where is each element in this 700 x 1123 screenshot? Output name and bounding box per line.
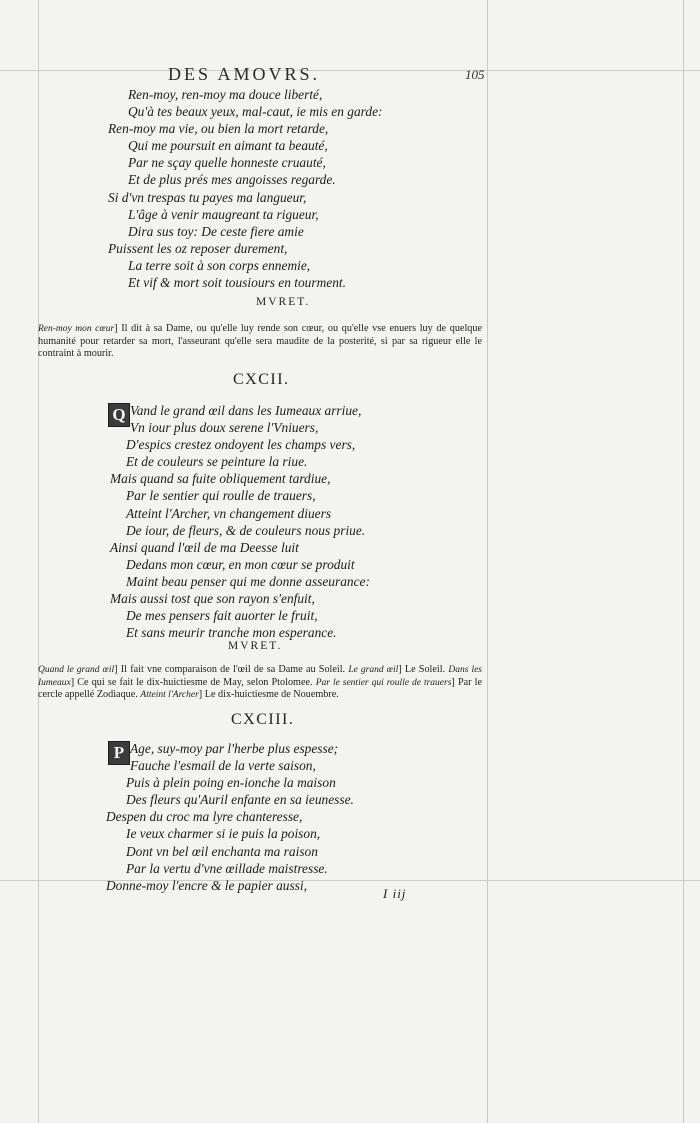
verse-line: Dont vn bel œil enchanta ma raison [126, 843, 318, 859]
commentary-lemma: Dans les Iumeaux [38, 665, 482, 688]
verse-line: De mes pensers fait auorter le fruit, [126, 608, 318, 624]
verse-line: Si d'vn trespas tu payes ma langueur, [108, 189, 307, 205]
verse-line: Puis à plein poing en-ionche la maison [126, 775, 336, 791]
commentary-text: ] Il fait vne comparaison de l'œil de sa Dame au Soleil. [114, 664, 346, 675]
grid-line [683, 0, 684, 1123]
dropcap-initial: P [108, 741, 130, 765]
verse-line: La terre soit à son corps ennemie, [128, 257, 311, 273]
verse-line: Ren-moy ma vie, ou bien la mort retarde, [108, 121, 329, 137]
verse-line: Puissent les oz reposer durement, [108, 240, 288, 256]
commentary-text: ] Par le cercle appellé Zodiaque. [38, 676, 483, 701]
verse-line: Ainsi quand l'œil de ma Deesse luit [110, 539, 299, 555]
sonnet-number: CXCIII. [231, 711, 295, 728]
commentary-text: ] Le dix-huictiesme de Nouembre. [198, 689, 339, 701]
verse-line: Mais quand sa fuite obliquement tardiue, [110, 471, 331, 487]
sonnet-number: CXCII. [233, 371, 290, 388]
page-number: 105 [465, 67, 485, 82]
verse-line: Age, suy-moy par l'herbe plus espesse; [130, 741, 339, 756]
commentary-lemma: Le grand œil [348, 665, 399, 675]
verse-line: Atteint l'Archer, vn changement diuers [126, 505, 332, 521]
commentator-heading: MVRET. [256, 296, 311, 308]
verse-line: L'âge à venir maugreant ta rigueur, [128, 206, 319, 222]
verse-line: De iour, de fleurs, & de couleurs nous priue. [126, 522, 366, 538]
verse-line: Despen du croc ma lyre chanteresse, [106, 809, 303, 825]
verse-line: Ie veux charmer si ie puis la poison, [126, 826, 321, 842]
verse-line: Mais aussi tost que son rayon s'enfuit, [110, 591, 315, 607]
commentary-text: ] Il dit à sa Dame, ou qu'elle luy rende son cœur, ou qu'elle vse enuers luy de quelque humanité pour retarder sa mort, l'asseurant qu'elle sera maudite de la posterité, si par sa rigueur elle le contraint à mourir. [38, 323, 482, 360]
commentary-paragraph [38, 323, 482, 361]
grid-line [38, 0, 39, 1123]
verse-line: Ren-moy, ren-moy ma douce liberté, [128, 87, 323, 102]
verse-line: Dira sus toy: De ceste fiere amie [128, 223, 304, 239]
signature-mark: I iij [383, 886, 407, 901]
commentary-paragraph [38, 664, 482, 702]
verse-line: Et sans meurir tranche mon esperance. [126, 625, 337, 641]
verse-line: Fauche l'esmail de la verte saison, [130, 758, 316, 774]
verse-line: D'espics crestez ondoyent les champs vers, [126, 437, 356, 453]
commentary-text: ] Ce qui se fait le dix-huictiesme de May, selon Ptolomee. [70, 676, 313, 688]
commentary-text: ] Le Soleil. [398, 664, 446, 675]
grid-line [487, 0, 488, 1123]
grid-line [0, 70, 700, 71]
commentary-lemma: Par le sentier qui roulle de trauers [315, 677, 452, 688]
verse-line: Donne-moy l'encre & le papier aussi, [106, 877, 307, 893]
sonnet-body [110, 402, 370, 641]
verse-block-top [108, 86, 382, 291]
verse-line: Par la vertu d'vne œillade maistresse. [126, 860, 328, 876]
commentary-lemma: Atteint l'Archer [140, 690, 199, 701]
verse-line: Des fleurs qu'Auril enfante en sa ieunesse. [126, 792, 354, 808]
verse-line: Par ne sçay quelle honneste cruauté, [128, 155, 326, 171]
verse-line: Et de plus prés mes angoisses regarde. [128, 172, 336, 188]
verse-line: Maint beau penser qui me donne asseurance: [126, 573, 370, 589]
verse-line: Et de couleurs se peinture la riue. [126, 454, 308, 470]
verse-line: Dedans mon cœur, en mon cœur se produit [126, 556, 355, 572]
running-header-title: DES AMOVRS. [168, 64, 321, 84]
verse-line: Par le sentier qui roulle de trauers, [126, 488, 316, 504]
verse-line: Qu'à tes beaux yeux, mal-caut, ie mis en garde: [128, 104, 383, 120]
verse-line: Vn iour plus doux serene l'Vniuers, [130, 420, 319, 436]
commentator-heading: MVRET. [228, 640, 283, 652]
sonnet-body [106, 740, 354, 894]
commentary-lemma: Quand le grand œil [38, 665, 115, 675]
verse-line: Et vif & mort soit tousiours en tourment. [128, 275, 346, 291]
dropcap-initial: Q [108, 403, 130, 427]
verse-line: Qui me poursuit en aimant ta beauté, [128, 138, 328, 154]
verse-line: Vand le grand œil dans les Iumeaux arriue, [130, 403, 362, 418]
commentary-lemma: Ren-moy mon cœur [38, 324, 115, 334]
